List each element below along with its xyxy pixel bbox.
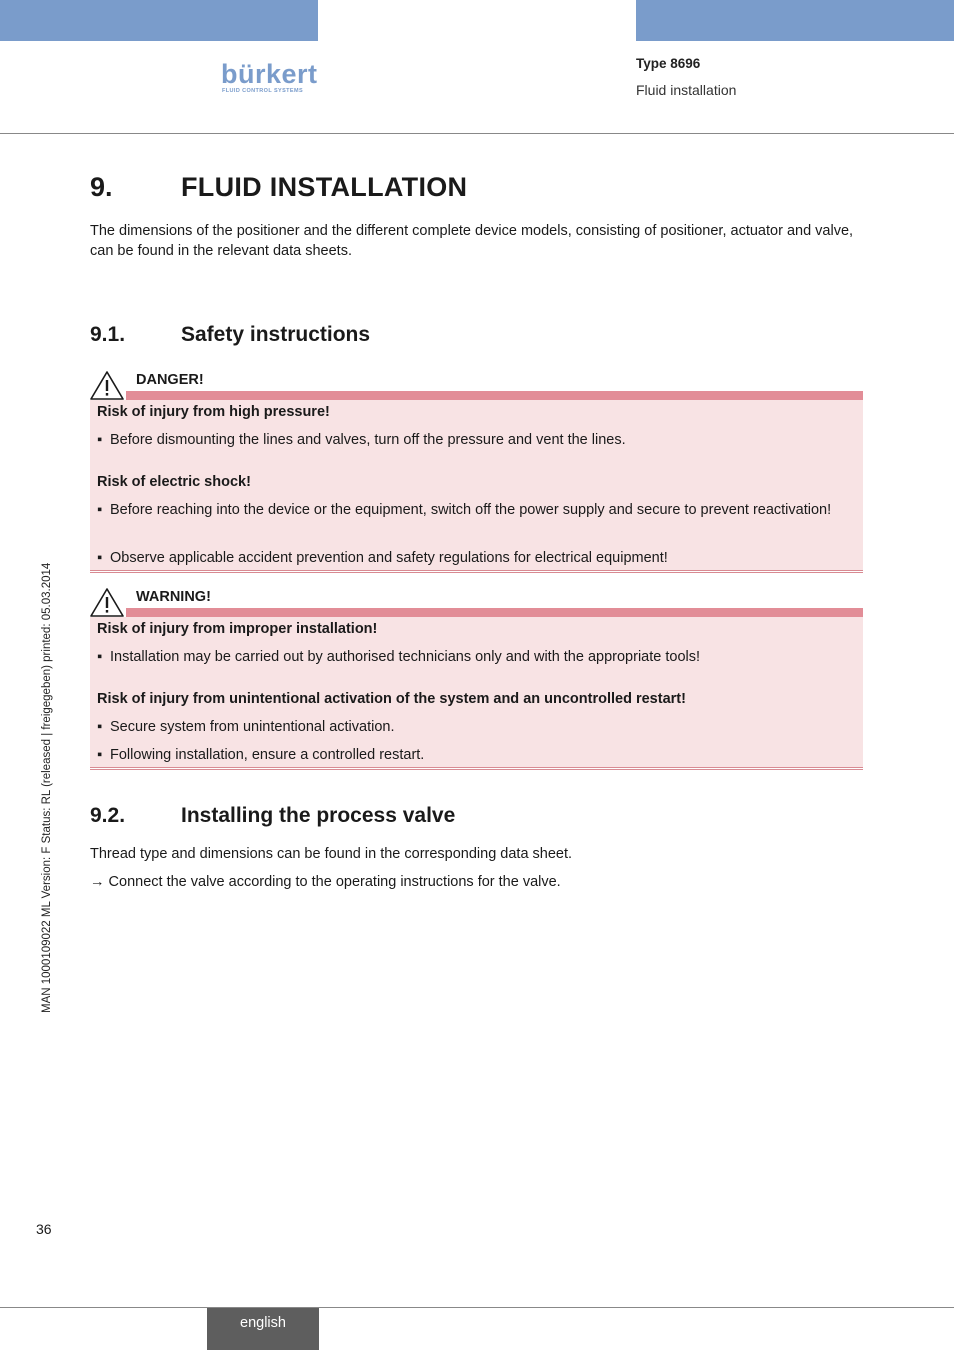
chapter-number: 9.: [90, 172, 113, 202]
warning-body: [90, 617, 863, 767]
list-item-text: Before reaching into the device or the equipment, switch off the power supply and secure to prevent reactivation!: [110, 502, 832, 518]
process-valve-action: → Connect the valve according to the operating instructions for the valve.: [90, 874, 561, 890]
language-label: english: [240, 1315, 286, 1331]
list-item: [97, 501, 837, 521]
list-item-text: Observe applicable accident prevention and safety regulations for electrical equipment!: [110, 550, 668, 566]
bullet: ▪: [97, 432, 103, 448]
section-title: Installing the process valve: [181, 804, 456, 827]
warning-heading-activation: Risk of injury from unintentional activation of the system and an uncontrolled restart!: [97, 691, 686, 707]
logo-tagline: FLUID CONTROL SYSTEMS: [222, 88, 304, 94]
language-tab: [207, 1308, 319, 1350]
bullet: ▪: [97, 502, 103, 518]
logo-text: bürkert: [221, 59, 318, 89]
danger-body: [90, 400, 863, 570]
danger-heading-electric: Risk of electric shock!: [97, 474, 251, 490]
list-item: [97, 648, 837, 668]
list-item: [97, 549, 837, 569]
chapter-title: FLUID INSTALLATION: [181, 172, 468, 202]
header-bar-left: [0, 0, 318, 41]
list-item-text: Installation may be carried out by authorised technicians only and with the appropriate tools!: [110, 649, 701, 665]
list-item: [97, 718, 837, 738]
burkert-logo: [221, 57, 319, 97]
danger-stripe: [126, 391, 863, 400]
document-metadata-sidebar: MAN 1000109022 ML Version: F Status: RL (released | freigegeben) printed: 05.03.2014: [41, 562, 53, 1013]
list-item-text: Before dismounting the lines and valves, turn off the pressure and vent the lines.: [110, 432, 626, 448]
bullet: ▪: [97, 649, 103, 665]
bullet: ▪: [97, 719, 103, 735]
bullet: ▪: [97, 550, 103, 566]
bullet: ▪: [97, 747, 103, 763]
warning-stripe: [126, 608, 863, 617]
list-item: [97, 431, 837, 451]
warning-triangle-icon: [90, 370, 126, 402]
warning-label: WARNING!: [136, 589, 211, 605]
header-divider: [0, 133, 954, 134]
header-bar-right: [636, 0, 954, 41]
chapter-intro: The dimensions of the positioner and the different complete device models, consisting of positioner, actuator and valve, can be found in the relevant data sheets.: [90, 223, 854, 259]
section-title: Safety instructions: [181, 323, 371, 346]
process-valve-text: Thread type and dimensions can be found in the corresponding data sheet.: [90, 846, 573, 862]
danger-bottom-rule: [90, 570, 863, 571]
danger-heading-pressure: Risk of injury from high pressure!: [97, 404, 330, 420]
running-section-title: Fluid installation: [636, 82, 737, 98]
danger-box: [90, 370, 863, 573]
list-item-text: Secure system from unintentional activation.: [110, 719, 395, 735]
page-number: 36: [36, 1221, 52, 1237]
warning-box: [90, 587, 863, 770]
danger-bottom-rule: [90, 572, 863, 573]
danger-label: DANGER!: [136, 372, 204, 388]
footer-divider: [0, 1307, 954, 1308]
section-number: 9.2.: [90, 804, 126, 827]
section-number: 9.1.: [90, 323, 126, 346]
document-type: Type 8696: [636, 56, 701, 71]
list-item: [97, 746, 837, 766]
warning-bottom-rule: [90, 767, 863, 768]
warning-heading-installation: Risk of injury from improper installation!: [97, 621, 378, 637]
warning-triangle-icon: [90, 587, 126, 619]
list-item-text: Following installation, ensure a controlled restart.: [110, 747, 425, 763]
warning-bottom-rule: [90, 769, 863, 770]
